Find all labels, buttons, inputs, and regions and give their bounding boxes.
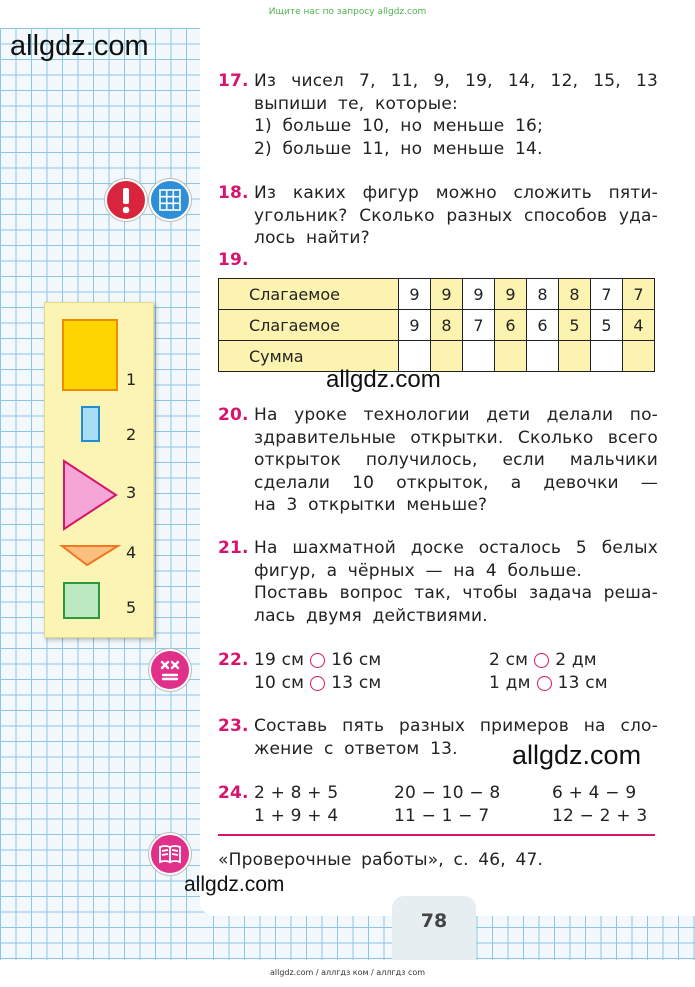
task-text-line: открыток получилось, если мальчики bbox=[254, 450, 658, 470]
task-text-line: 1) больше 10, но меньше 16; bbox=[254, 116, 543, 136]
task-text-line: На шахматной доске осталось 5 белых bbox=[254, 538, 658, 558]
comparison-item: 1 дм 13 см bbox=[489, 673, 608, 693]
comparison-circle[interactable] bbox=[310, 653, 325, 668]
comparison-circle[interactable] bbox=[310, 676, 325, 691]
task-22 bbox=[218, 649, 658, 697]
table-cell: 9 bbox=[495, 279, 527, 310]
table-cell: 7 bbox=[463, 310, 495, 341]
watermark-middle: allgdz.com bbox=[326, 366, 441, 393]
book-icon bbox=[149, 833, 191, 875]
table-cell-empty bbox=[591, 341, 623, 372]
task-text-line: на 3 открытки меньше? bbox=[254, 495, 488, 515]
expression: 11 − 1 − 7 bbox=[394, 806, 490, 826]
task-number: 17. bbox=[218, 71, 249, 91]
table-cell-empty bbox=[527, 341, 559, 372]
task-number: 22. bbox=[218, 650, 249, 670]
table-cell: 7 bbox=[591, 279, 623, 310]
task-text-line: Составь пять разных примеров на сло- bbox=[254, 716, 658, 736]
task-number: 20. bbox=[218, 405, 249, 425]
table-cell: 5 bbox=[559, 310, 591, 341]
table-cell: 9 bbox=[399, 310, 431, 341]
table-cell: 7 bbox=[623, 279, 655, 310]
task-text-line: Из каких фигур можно сложить пяти- bbox=[254, 183, 658, 203]
task-text-line: сделали 10 открыток, а девочки — bbox=[254, 472, 658, 493]
task-number: 24. bbox=[218, 783, 249, 803]
task-17 bbox=[218, 70, 658, 162]
watermark-bottom-left: allgdz.com bbox=[184, 873, 285, 896]
task-text-line: лось найти? bbox=[254, 228, 370, 248]
expression: 2 + 8 + 5 bbox=[254, 783, 339, 803]
separator-line bbox=[218, 834, 655, 836]
watermark-top-left: allgdz.com bbox=[10, 30, 149, 62]
shape-pink-triangle bbox=[64, 461, 116, 529]
shapes-panel bbox=[44, 302, 154, 638]
task-number: 18. bbox=[218, 183, 249, 203]
task-24 bbox=[218, 782, 658, 830]
task-18 bbox=[218, 182, 658, 252]
task-text-line: здравительные открытки. Сколько всего bbox=[254, 427, 658, 448]
table-row bbox=[219, 279, 655, 310]
expression: 20 − 10 − 8 bbox=[394, 783, 501, 803]
shape-yellow-rectangle bbox=[63, 320, 117, 390]
task-text-line: жение с ответом 13. bbox=[254, 738, 458, 759]
table-cell: 5 bbox=[591, 310, 623, 341]
table-cell: 9 bbox=[463, 279, 495, 310]
task-number: 21. bbox=[218, 538, 249, 558]
task-text-line: выпиши те, которые: bbox=[254, 93, 458, 114]
shape-green-square bbox=[64, 583, 99, 618]
task-text-line: Из чисел 7, 11, 9, 19, 14, 12, 15, 13 bbox=[254, 71, 658, 91]
table-cell: 8 bbox=[431, 310, 463, 341]
shape-label-1: 1 bbox=[126, 370, 137, 389]
task-text-line: угольник? Сколько разных способов уда- bbox=[254, 205, 658, 226]
top-watermark: Ищите нас по запросу allgdz.com bbox=[268, 7, 427, 17]
table-row bbox=[219, 310, 655, 341]
grid-icon bbox=[149, 179, 191, 221]
task-19-number: 19. bbox=[218, 250, 249, 270]
task-text-line: 2) больше 11, но меньше 14. bbox=[254, 138, 543, 159]
exclamation-icon bbox=[105, 179, 147, 221]
table-cell: 9 bbox=[431, 279, 463, 310]
table-cell: 6 bbox=[495, 310, 527, 341]
page-number: 78 bbox=[420, 910, 448, 932]
shape-label-4: 4 bbox=[126, 543, 137, 562]
table-cell-empty bbox=[623, 341, 655, 372]
reference-text: «Проверочные работы», с. 46, 47. bbox=[218, 850, 544, 870]
comparison-item: 19 см 16 см bbox=[254, 650, 382, 670]
row-label: Сумма bbox=[219, 341, 399, 372]
comparison-item: 10 см 13 см bbox=[254, 673, 382, 693]
bottom-watermark: allgdz.com / аллгдз ком / аллгдз com bbox=[269, 968, 426, 977]
addition-table bbox=[218, 278, 655, 372]
watermark-right: allgdz.com bbox=[512, 740, 642, 770]
shape-label-2: 2 bbox=[126, 425, 137, 444]
task-text-line: фигур, а чёрных — на 4 больше. bbox=[254, 560, 583, 581]
comparison-item: 2 см 2 дм bbox=[489, 650, 597, 670]
task-text-line: Поставь вопрос так, чтобы задача реша- bbox=[254, 583, 658, 603]
task-text-line: лась двумя действиями. bbox=[254, 605, 488, 626]
task-21 bbox=[218, 537, 658, 629]
table-cell-empty bbox=[463, 341, 495, 372]
table-cell: 6 bbox=[527, 310, 559, 341]
expression: 6 + 4 − 9 bbox=[552, 783, 637, 803]
shape-orange-triangle bbox=[62, 546, 118, 565]
table-cell-empty bbox=[495, 341, 527, 372]
table-cell: 8 bbox=[527, 279, 559, 310]
expression: 1 + 9 + 4 bbox=[254, 806, 339, 826]
row-label: Слагаемое bbox=[219, 310, 399, 341]
shape-label-3: 3 bbox=[126, 483, 137, 502]
task-text-line: На уроке технологии дети делали по- bbox=[254, 405, 658, 425]
compare-icon bbox=[149, 649, 191, 691]
comparison-circle[interactable] bbox=[534, 653, 549, 668]
shape-label-5: 5 bbox=[126, 598, 137, 617]
comparison-circle[interactable] bbox=[537, 676, 552, 691]
shape-blue-rectangle bbox=[82, 407, 99, 441]
table-cell: 4 bbox=[623, 310, 655, 341]
row-label: Слагаемое bbox=[219, 279, 399, 310]
table-cell: 8 bbox=[559, 279, 591, 310]
expression: 12 − 2 + 3 bbox=[552, 806, 648, 826]
table-cell-empty bbox=[559, 341, 591, 372]
table-cell: 9 bbox=[399, 279, 431, 310]
task-number: 23. bbox=[218, 716, 249, 736]
task-20 bbox=[218, 404, 658, 519]
